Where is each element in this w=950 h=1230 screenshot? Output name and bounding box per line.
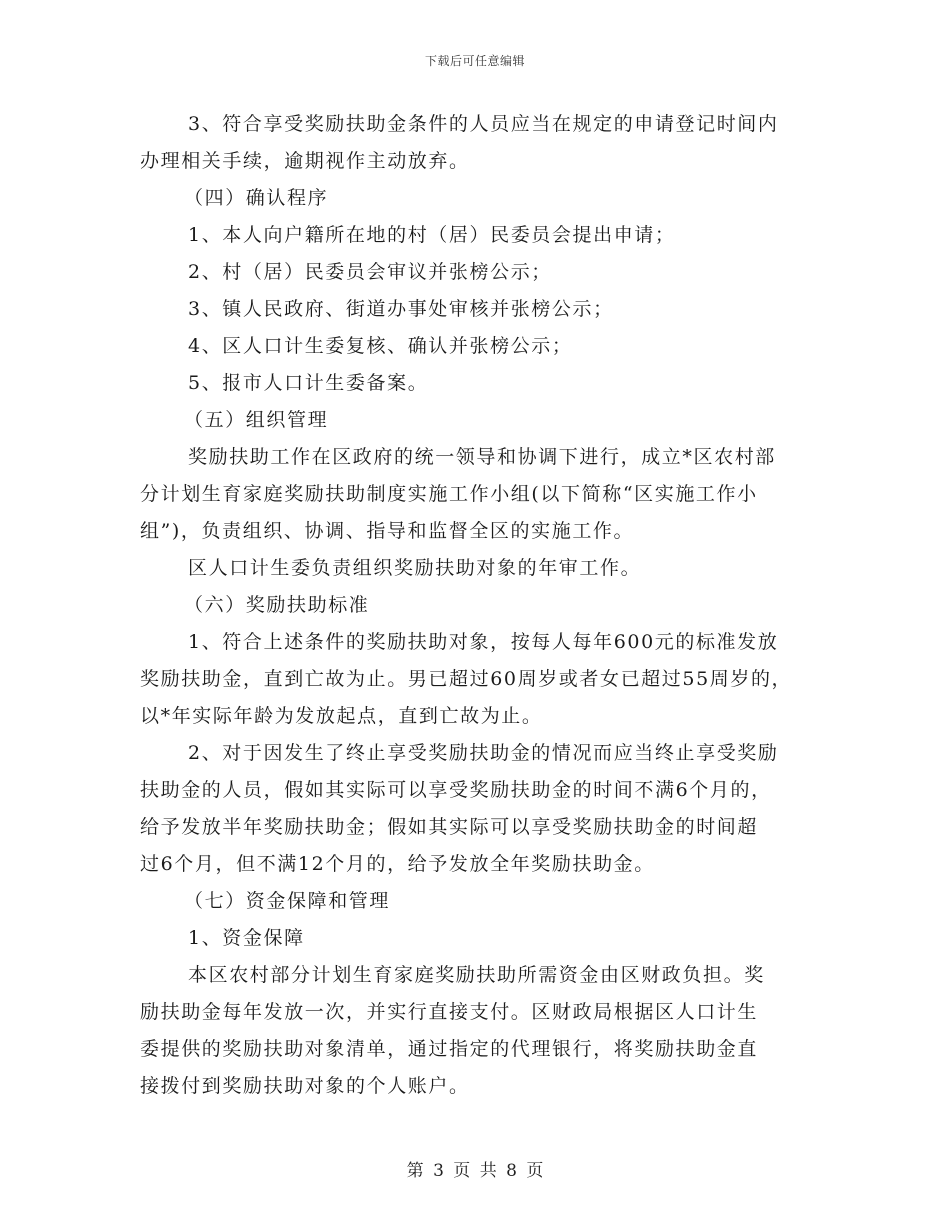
paragraph-line: 分计划生育家庭奖励扶助制度实施工作小组(以下简称“区实施工作小 <box>140 483 758 505</box>
list-item: 2、村（居）民委员会审议并张榜公示； <box>188 261 552 283</box>
section-heading: （五）组织管理 <box>184 409 329 431</box>
document-body <box>140 106 810 1105</box>
page-header: 下载后可任意编辑 <box>424 54 525 68</box>
paragraph-line: 2、对于因发生了终止享受奖励扶助金的情况而应当终止享受奖励 <box>188 742 779 764</box>
page-number: 第 3 页 共 8 页 <box>406 1161 544 1181</box>
paragraph-line: 扶助金的人员，假如其实际可以享受奖励扶助金的时间不满6个月的， <box>140 779 772 801</box>
paragraph-line: 办理相关手续，逾期视作主动放弃。 <box>140 150 470 172</box>
paragraph-line: 接拨付到奖励扶助对象的个人账户。 <box>140 1075 470 1097</box>
section-heading: （六）奖励扶助标准 <box>184 594 370 616</box>
list-item: 5、报市人口计生委备案。 <box>188 372 429 394</box>
paragraph-line: 励扶助金每年发放一次，并实行直接支付。区财政局根据区人口计生 <box>140 1001 759 1023</box>
paragraph-line: 委提供的奖励扶助对象清单，通过指定的代理银行，将奖励扶助金直 <box>140 1038 759 1060</box>
paragraph-line: 3、符合享受奖励扶助金条件的人员应当在规定的申请登记时间内 <box>188 113 779 135</box>
paragraph-line: 给予发放半年奖励扶助金；假如其实际可以享受奖励扶助金的时间超 <box>140 816 759 838</box>
paragraph-line: 过6个月，但不满12个月的，给予发放全年奖励扶助金。 <box>140 853 655 875</box>
paragraph-line: 以*年实际年龄为发放起点，直到亡故为止。 <box>140 705 543 727</box>
list-item: 3、镇人民政府、街道办事处审核并张榜公示； <box>188 298 614 320</box>
paragraph-line: 区人口计生委负责组织奖励扶助对象的年审工作。 <box>188 557 642 579</box>
paragraph-line: 1、符合上述条件的奖励扶助对象，按每人每年600元的标准发放 <box>188 631 779 653</box>
subsection-heading: 1、资金保障 <box>188 927 305 949</box>
list-item: 4、区人口计生委复核、确认并张榜公示； <box>188 335 573 357</box>
paragraph-line: 组”)，负责组织、协调、指导和监督全区的实施工作。 <box>140 520 635 542</box>
list-item: 1、本人向户籍所在地的村（居）民委员会提出申请； <box>188 224 676 246</box>
paragraph-line: 奖励扶助金，直到亡故为止。男已超过60周岁或者女已超过55周岁的， <box>140 668 793 690</box>
section-heading: （七）资金保障和管理 <box>184 890 391 912</box>
paragraph-line: 本区农村部分计划生育家庭奖励扶助所需资金由区财政负担。奖 <box>188 964 765 986</box>
section-heading: （四）确认程序 <box>184 187 329 209</box>
paragraph-line: 奖励扶助工作在区政府的统一领导和协调下进行，成立*区农村部 <box>188 446 776 468</box>
